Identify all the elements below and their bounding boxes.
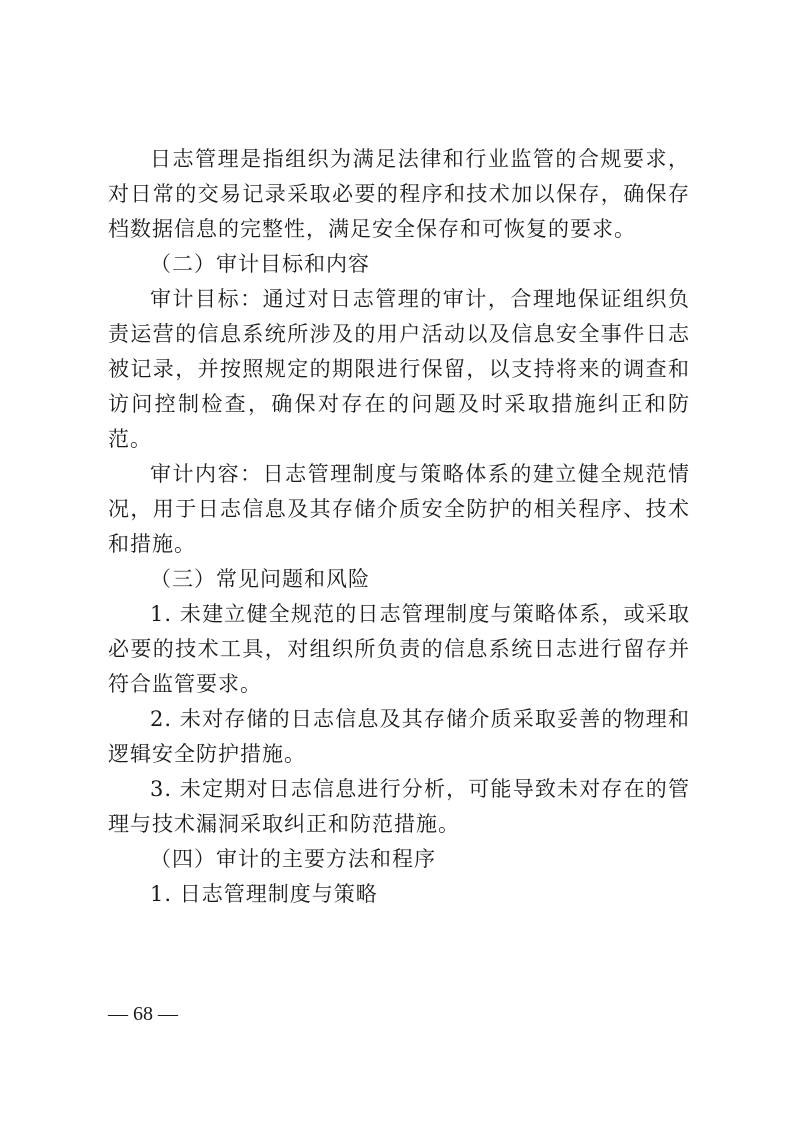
page-number: — 68 —	[108, 1003, 178, 1025]
list-item-risk-1: 1. 未建立健全规范的日志管理制度与策略体系，或采取必要的技术工具，对组织所负责的信息系统日志进行留存并符合监管要求。	[108, 602, 690, 696]
body-text	[108, 142, 690, 912]
section-heading-risks: （三）常见问题和风险	[150, 567, 370, 591]
paragraph-audit-content: 审计内容：日志管理制度与策略体系的建立健全规范情况，用于日志信息及其存储介质安全防护的相关程序、技术和措施。	[108, 462, 690, 556]
paragraph-definition: 日志管理是指组织为满足法律和行业监管的合规要求，对日常的交易记录采取必要的程序和技术加以保存，确保存档数据信息的完整性，满足安全保存和可恢复的要求。	[108, 147, 690, 241]
section-heading-methods: （四）审计的主要方法和程序	[150, 847, 436, 871]
section-heading-objectives: （二）审计目标和内容	[150, 252, 370, 276]
list-item-risk-3: 3. 未定期对日志信息进行分析，可能导致未对存在的管理与技术漏洞采取纠正和防范措施。	[108, 777, 690, 836]
list-item-method-1: 1. 日志管理制度与策略	[150, 882, 378, 906]
list-item-risk-2: 2. 未对存储的日志信息及其存储介质采取妥善的物理和逻辑安全防护措施。	[108, 707, 690, 766]
paragraph-audit-objective: 审计目标：通过对日志管理的审计，合理地保证组织负责运营的信息系统所涉及的用户活动以及信息安全事件日志被记录，并按照规定的期限进行保留，以支持将来的调查和访问控制检查，确保对存在的问题及时采取措施纠正和防范。	[108, 287, 690, 451]
